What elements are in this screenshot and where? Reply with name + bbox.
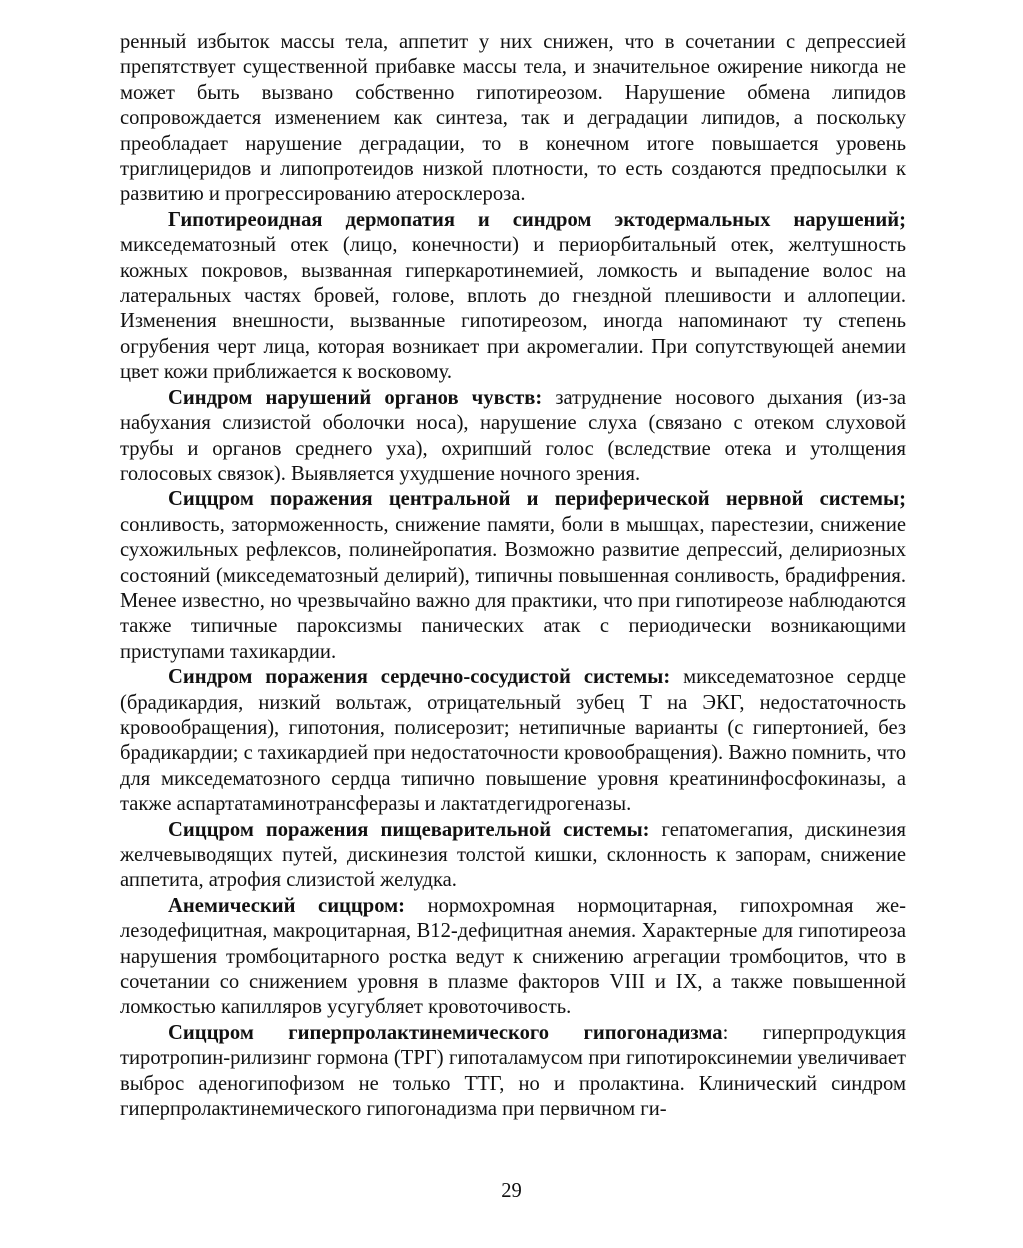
paragraph-text: микседематозное сердце (брадикардия, низкий вольтаж, отрицательный зубец Т на ЭКГ, недостаточность кровообращения), гипотония, полисерозит; нетипичные варианты (с гипертонией, без брадикардии; с тахикардией при недостаточности кровообращения). Важно помнить, что для микседематозного сердца типично повышение уровня креатининфосфокиназы, а также аспартатаминотрансферазы и лактатдегидрогеназы.: [120, 666, 906, 816]
paragraph-dermopathy: [120, 208, 906, 386]
paragraph-cardiovascular: [120, 665, 906, 817]
paragraph-text: ренный избыток массы тела, аппетит у них снижен, что в сочетании с депрессией препятствует существенной прибавке массы тела, и значительное ожирение никогда не может быть вызвано собственно гипотиреозом. Нарушение обмена липидов сопровождается изменением как синтеза, так и деградации липидов, а поскольку преобладает нарушение деградации, то в конечном итоге повышается уровень триглицеридов и липопротеидов низкой плотности, то есть создаются предпосылки к развитию и прогрессированию атеросклероза.: [120, 31, 906, 206]
page-number: 29: [501, 1180, 522, 1202]
paragraph-text: : гиперпродукция тиротропин-рилизинг гормона (ТРГ) гипоталамусом при гипотироксинемии увеличивает выброс аденогипофизом не только ТТГ, но и пролактина. Клинический синдром гиперпролактинемического гипогонадизма при первичном ги-: [120, 1021, 906, 1121]
paragraph-text: затруднение носового дыхания (из-за набухания слизистой оболочки носа), нарушение слуха (связано с отеком слуховой трубы и органов среднего уха), охрипший голос (вследствие отека и утолщения голосовых связок). Выявляется ухудшение ночного зрения.: [120, 386, 907, 485]
document-page: [120, 30, 906, 1122]
paragraph-lead: Синдром нарушений органов чувств:: [168, 386, 543, 409]
paragraph-continuation: [120, 30, 906, 208]
paragraph-lead: Гипотиреоидная дермопатия и синдром эктодермальных нарушений;: [168, 208, 906, 231]
paragraph-text: микседематозный отек (лицо, конечности) и периорбитальный отек, желтушность кожных покровов, вызванная гиперкаротинемией, ломкость и выпадение волос на латеральных частях бровей, голове, вплоть до гнездной плешивости и аллопеции. Изменения внешности, вызванные гипотиреозом, иногда напоминают ту степень огрубения черт лица, которая возникает при акромегалии. При сопутствующей анемии цвет кожи приближается к восковому.: [120, 234, 906, 384]
paragraph-lead: Сиццром поражения пищеварительной системы:: [168, 818, 650, 841]
paragraph-lead: Сиццром гиперпролактинемического гипогонадизма: [168, 1021, 723, 1044]
paragraph-lead: Анемический сиццром:: [168, 894, 406, 917]
paragraph-nervous-system: [120, 487, 906, 665]
paragraph-digestive: [120, 818, 906, 894]
paragraph-anemia: [120, 894, 906, 1021]
paragraph-text: нормохромная нормоцитарная, гипохромная железодефицитная, макроцитарная, В12-дефицитная анемия. Характерные для гипотиреоза нарушения тромбоцитарного ростка ведут к снижению агрегации тромбоцитов, что в сочетании со снижением уровня в плазме факторов VIII и IX, а также повышенной ломкостью капилляров усугубляет кровоточивость.: [120, 894, 906, 1019]
paragraph-text: гепатомегапия, дискинезия желчевыводящих путей, дискинезия толстой кишки, склонность к запорам, снижение аппетита, атрофия слизистой желудка.: [120, 818, 906, 892]
paragraph-lead: Сиццром поражения центральной и периферической нервной системы;: [168, 488, 906, 511]
paragraph-sense-organs: [120, 386, 906, 488]
paragraph-hypogonadism: [120, 1021, 906, 1123]
paragraph-text: сонливость, заторможенность, снижение памяти, боли в мышцах, парестезии, снижение сухожильных рефлексов, полинейропатия. Возможно развитие депрессий, делириозных состояний (микседематозный делирий), типичны повышенная сонливость, брадифрения. Менее известно, но чрезвычайно важно для практики, что при гипотиреозе наблюдаются также типичные пароксизмы панических атак с периодически возникающими приступами тахикардии.: [120, 513, 906, 663]
paragraph-lead: Синдром поражения сердечно-сосудистой системы:: [168, 666, 671, 689]
